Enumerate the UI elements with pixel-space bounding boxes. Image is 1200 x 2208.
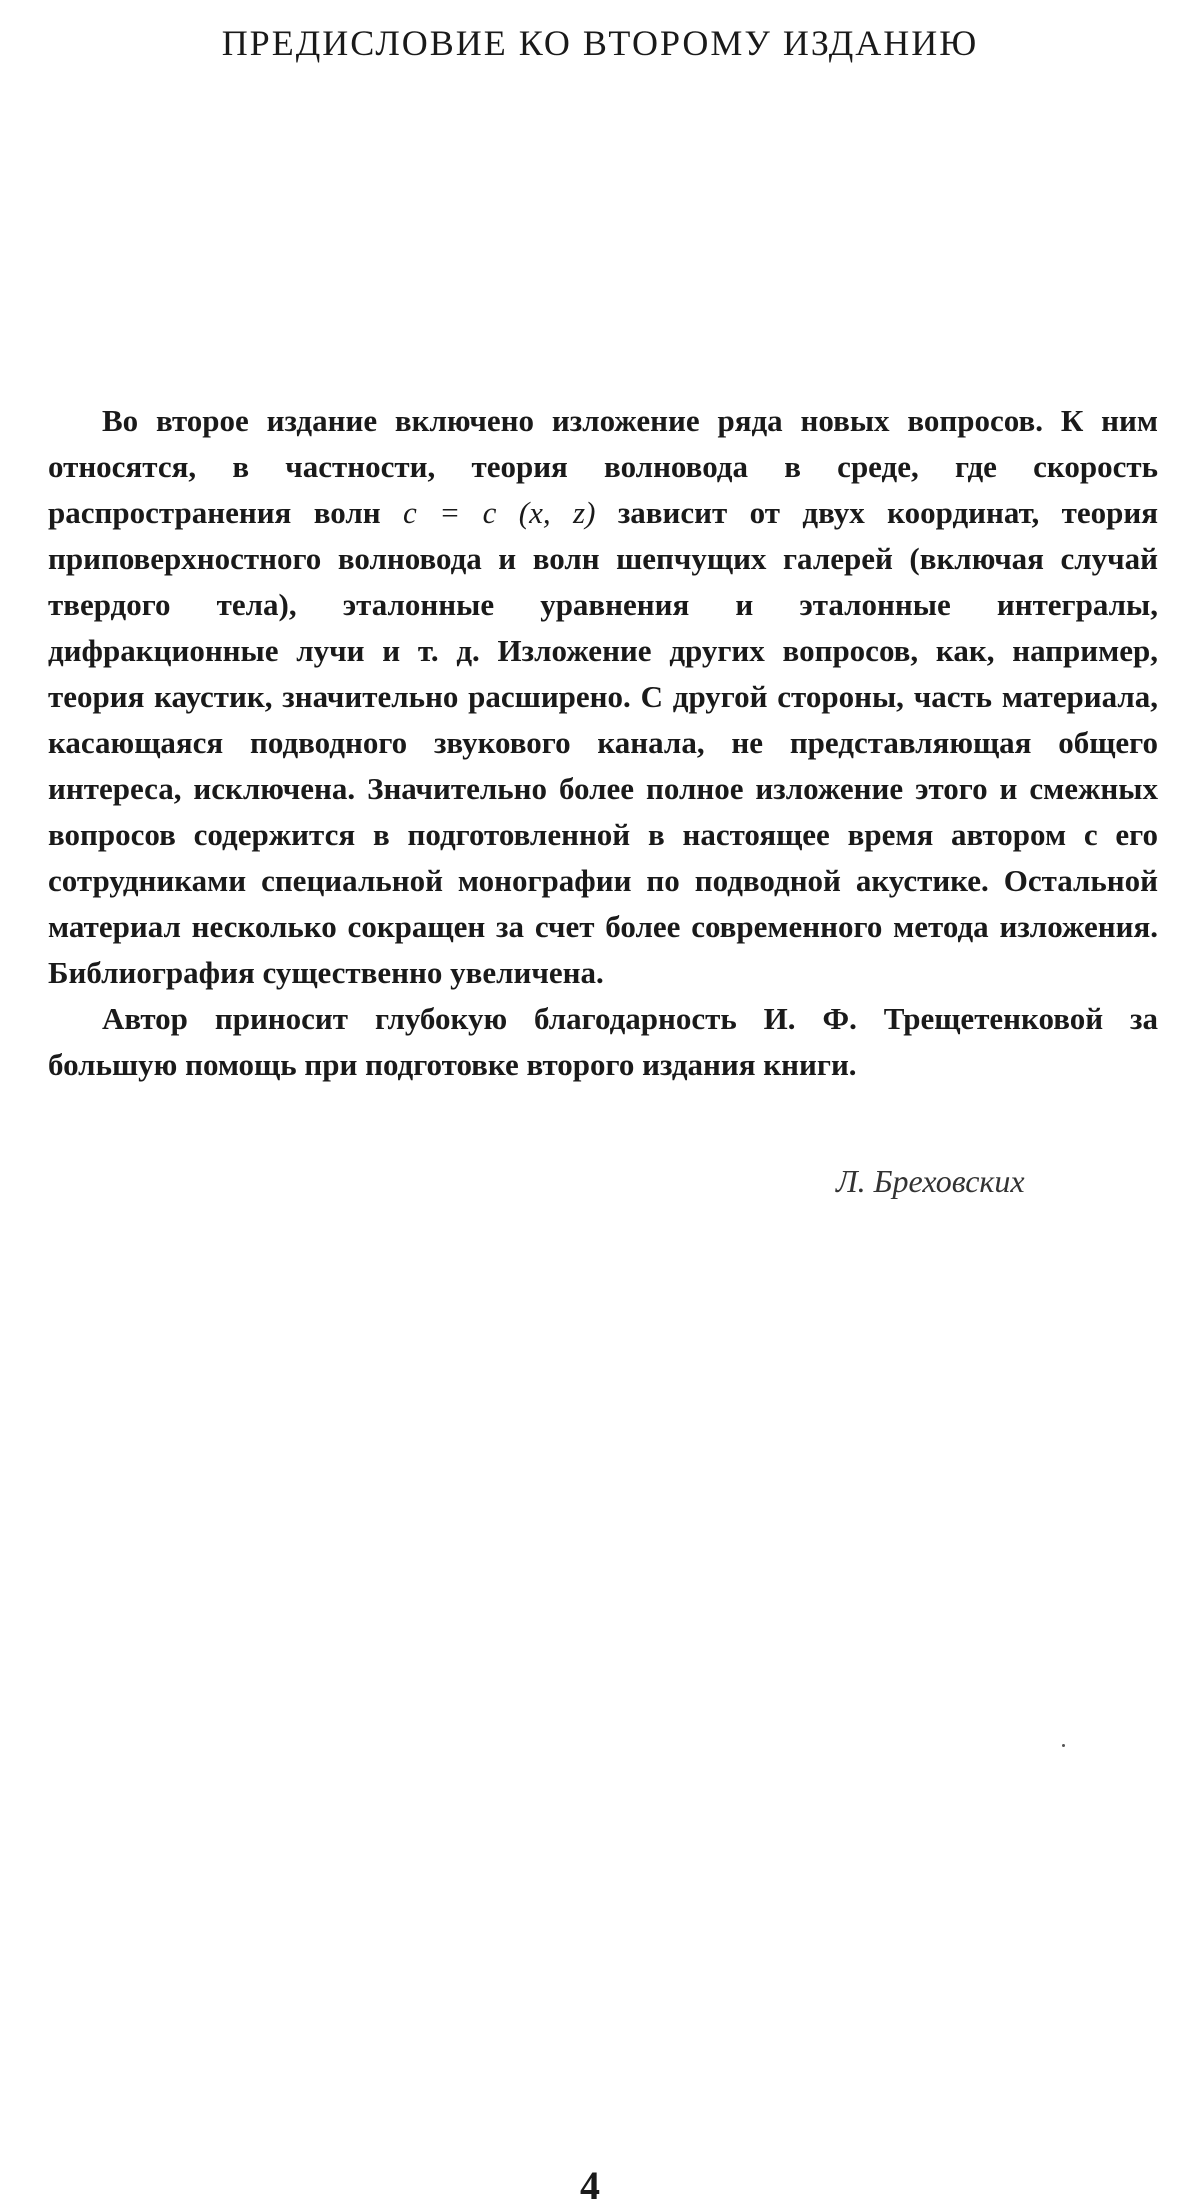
- inline-formula: c = c (x, z): [403, 495, 596, 530]
- author-signature: Л. Бреховских: [836, 1163, 1025, 1199]
- preface-body: [48, 398, 1158, 1088]
- paragraph-1-text-a: Во второе издание включено изложение ряда новых вопросов. К ним относятся, в частности, теория волновода в среде, где скорость распространения волн: [48, 403, 1158, 530]
- page-number: 4: [580, 2163, 600, 2208]
- paragraph-1: [48, 398, 1158, 996]
- print-speck: [1062, 1744, 1065, 1747]
- paragraph-1-text-b: зависит от двух координат, теория приповерхностного волновода и волн шепчущих галерей (включая случай твердого тела), эталонные уравнения и эталонные интегралы, дифракционные лучи и т. д. Изложение других вопросов, как, например, теория каустик, значительно расширено. С другой стороны, часть материала, касающаяся подводного звукового канала, не представляющая общего интереса, исключена. Значительно более полное изложение этого и смежных вопросов содержится в подготовленной в настоящее время автором с его сотрудниками специальной монографии по подводной акустике. Остальной материал несколько сокращен за счет более современного метода изложения. Библиография существенно увеличена.: [48, 495, 1158, 990]
- page-title: ПРЕДИСЛОВИЕ КО ВТОРОМУ ИЗДАНИЮ: [221, 23, 979, 63]
- paragraph-2: Автор приносит глубокую благодарность И. Ф. Трещетенковой за большую помощь при подготовке второго издания книги.: [48, 1001, 1158, 1082]
